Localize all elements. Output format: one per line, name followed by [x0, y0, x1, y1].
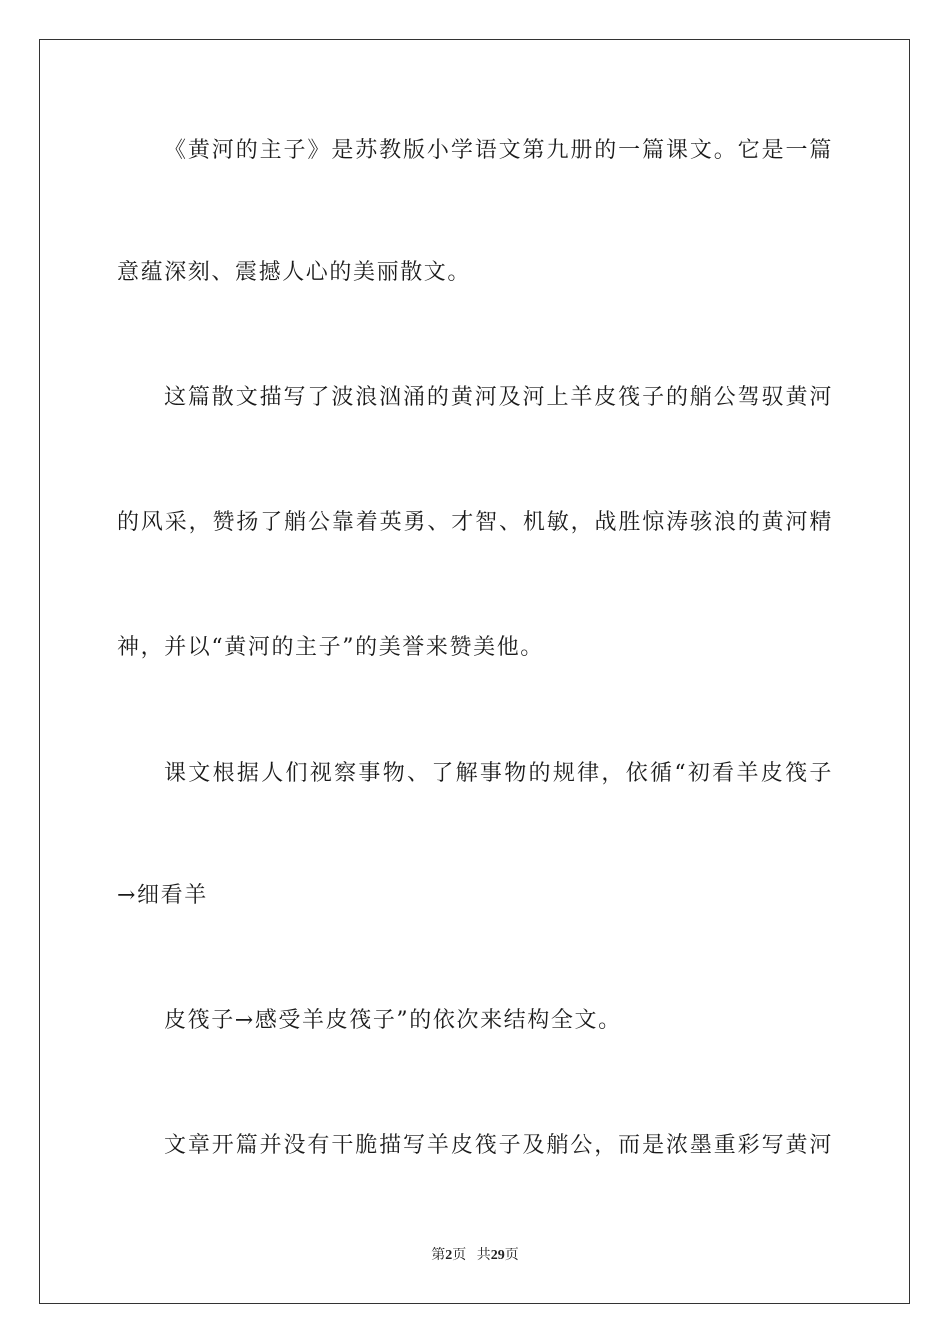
paragraph-line: 意蕴深刻、震撼人心的美丽散文。 [117, 260, 472, 285]
paragraph-line: 皮筏子→感受羊皮筏子”的依次来结构全文。 [164, 1008, 622, 1033]
footer-page-number: 2 [445, 1248, 453, 1263]
paragraph-line: 这篇散文描写了波浪汹涌的黄河及河上羊皮筏子的艄公驾驭黄河 [164, 385, 833, 410]
page-border [39, 39, 910, 1304]
paragraph-line: 《黄河的主子》是苏教版小学语文第九册的一篇课文。它是一篇 [164, 138, 833, 163]
page-footer [0, 1246, 950, 1266]
paragraph-line: 课文根据人们视察事物、了解事物的规律，依循“初看羊皮筏子 [164, 761, 833, 786]
footer-total-pages: 29 [490, 1248, 505, 1263]
footer-page-suffix: 页 [452, 1248, 467, 1263]
paragraph-line: 神，并以“黄河的主子”的美誉来赞美他。 [117, 635, 544, 660]
paragraph-line: 的风采，赞扬了艄公靠着英勇、才智、机敏，战胜惊涛骇浪的黄河精 [117, 510, 833, 535]
footer-page-prefix: 第 [431, 1248, 446, 1263]
paragraph-line: →细看羊 [117, 883, 208, 908]
paragraph-line: 文章开篇并没有干脆描写羊皮筏子及艄公，而是浓墨重彩写黄河 [164, 1133, 833, 1158]
footer-total-suffix: 页 [504, 1248, 519, 1263]
footer-total-prefix: 共 [476, 1248, 491, 1263]
